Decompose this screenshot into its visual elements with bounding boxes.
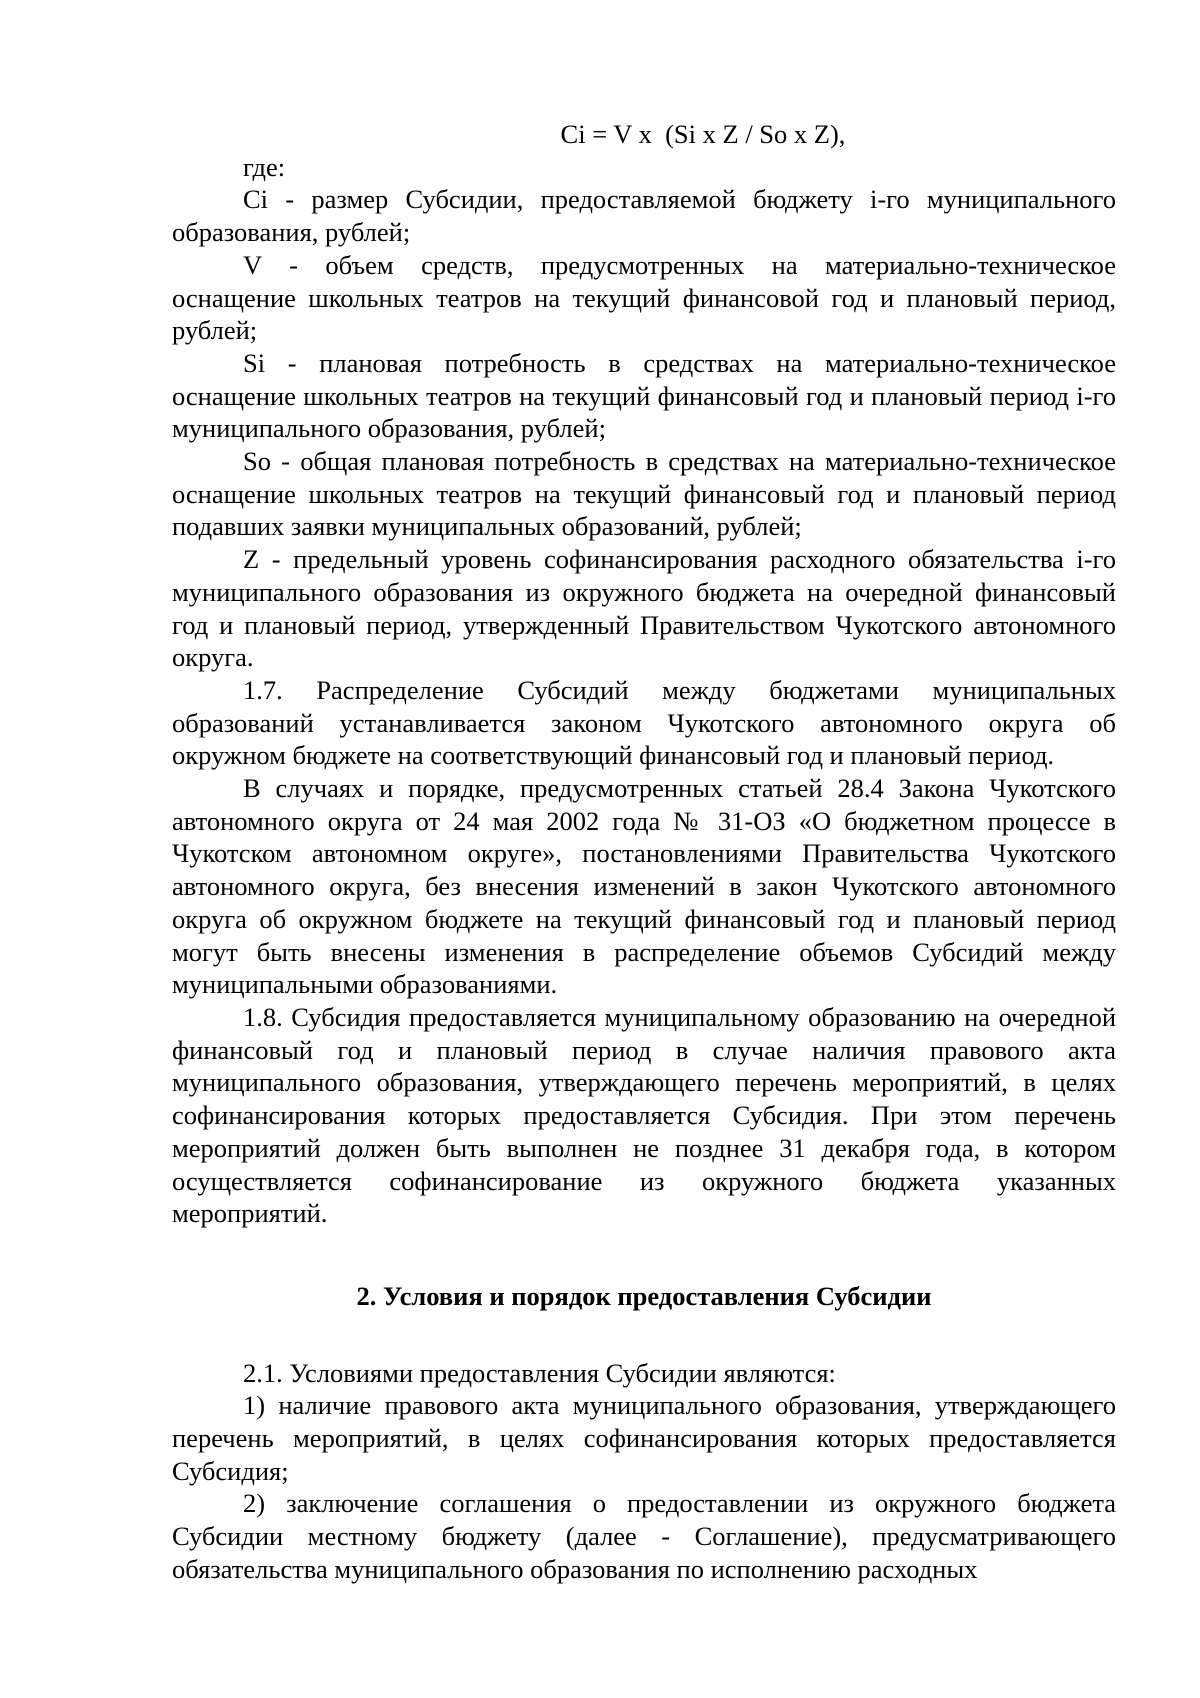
paragraph-so-definition: So - общая плановая потребность в средствах на материально-техническое оснащение школьных театров на текущий финансовый год и плановый период подавших заявки муниципальных образований, рублей;	[172, 446, 1116, 542]
section-heading: 2. Условия и порядок предоставления Субсидии	[356, 1280, 932, 1311]
paragraph-1-7: 1.7. Распределение Субсидий между бюджетами муниципальных образований устанавливается законом Чукотского автономного округа об окружном бюджете на соответствующий финансовый год и плановый период.	[172, 674, 1116, 771]
paragraph-1-8: 1.8. Субсидия предоставляется муниципальному образованию на очередной финансовый год и плановый период в случае наличия правового акта муниципального образования, утверждающего перечень мероприятий, в целях софинансирования которых предоставляется Субсидия. При этом перечень мероприятий должен быть выполнен не позднее 31 декабря года, в котором осуществляется софинансирование из окружного бюджета указанных мероприятий.	[172, 1001, 1116, 1229]
paragraph-cases-and-procedure: В случаях и порядке, предусмотренных статьей 28.4 Закона Чукотского автономного округа от 24 мая 2002 года № 31-ОЗ «О бюджетном процессе в Чукотском автономном округе», постановлениями Правительства Чукотского автономного округа, без внесения изменений в закон Чукотского автономного округа об окружном бюджете на текущий финансовый год и плановый период могут быть внесены изменения в распределение объемов Субсидий между муниципальными образованиями.	[172, 773, 1116, 1000]
paragraph-si-definition: Si - плановая потребность в средствах на материально-техническое оснащение школьных театров на текущий финансовый год и плановый период i-го муниципального образования, рублей;	[172, 347, 1116, 444]
document-body	[172, 118, 1116, 1586]
paragraph-ci-definition: Ci - размер Субсидии, предоставляемой бюджету i-го муниципального образования, рублей;	[172, 184, 1116, 248]
subsidy-formula: Ci = V x (Si x Z / So x Z),	[560, 119, 846, 149]
paragraph-where: где:	[243, 151, 286, 182]
paragraph-z-definition: Z - предельный уровень софинансирования расходного обязательства i-го муниципального образования из окружного бюджета на очередной финансовый год и плановый период, утвержденный Правительством Чукотского автономного округа.	[172, 544, 1116, 673]
paragraph-2-1-item-1: 1) наличие правового акта муниципального образования, утверждающего перечень мероприятий, в целях софинансирования которых предоставляется Субсидия;	[172, 1390, 1116, 1486]
paragraph-2-1: 2.1. Условиями предоставления Субсидии являются:	[243, 1357, 836, 1388]
paragraph-2-1-item-2: 2) заключение соглашения о предоставлении из окружного бюджета Субсидии местному бюджету (далее - Соглашение), предусматривающего обязательства муниципального образования по исполнению расходных	[172, 1488, 1116, 1584]
paragraph-v-definition: V - объем средств, предусмотренных на материально-техническое оснащение школьных театров на текущий финансовой год и плановый период, рублей;	[172, 249, 1116, 346]
